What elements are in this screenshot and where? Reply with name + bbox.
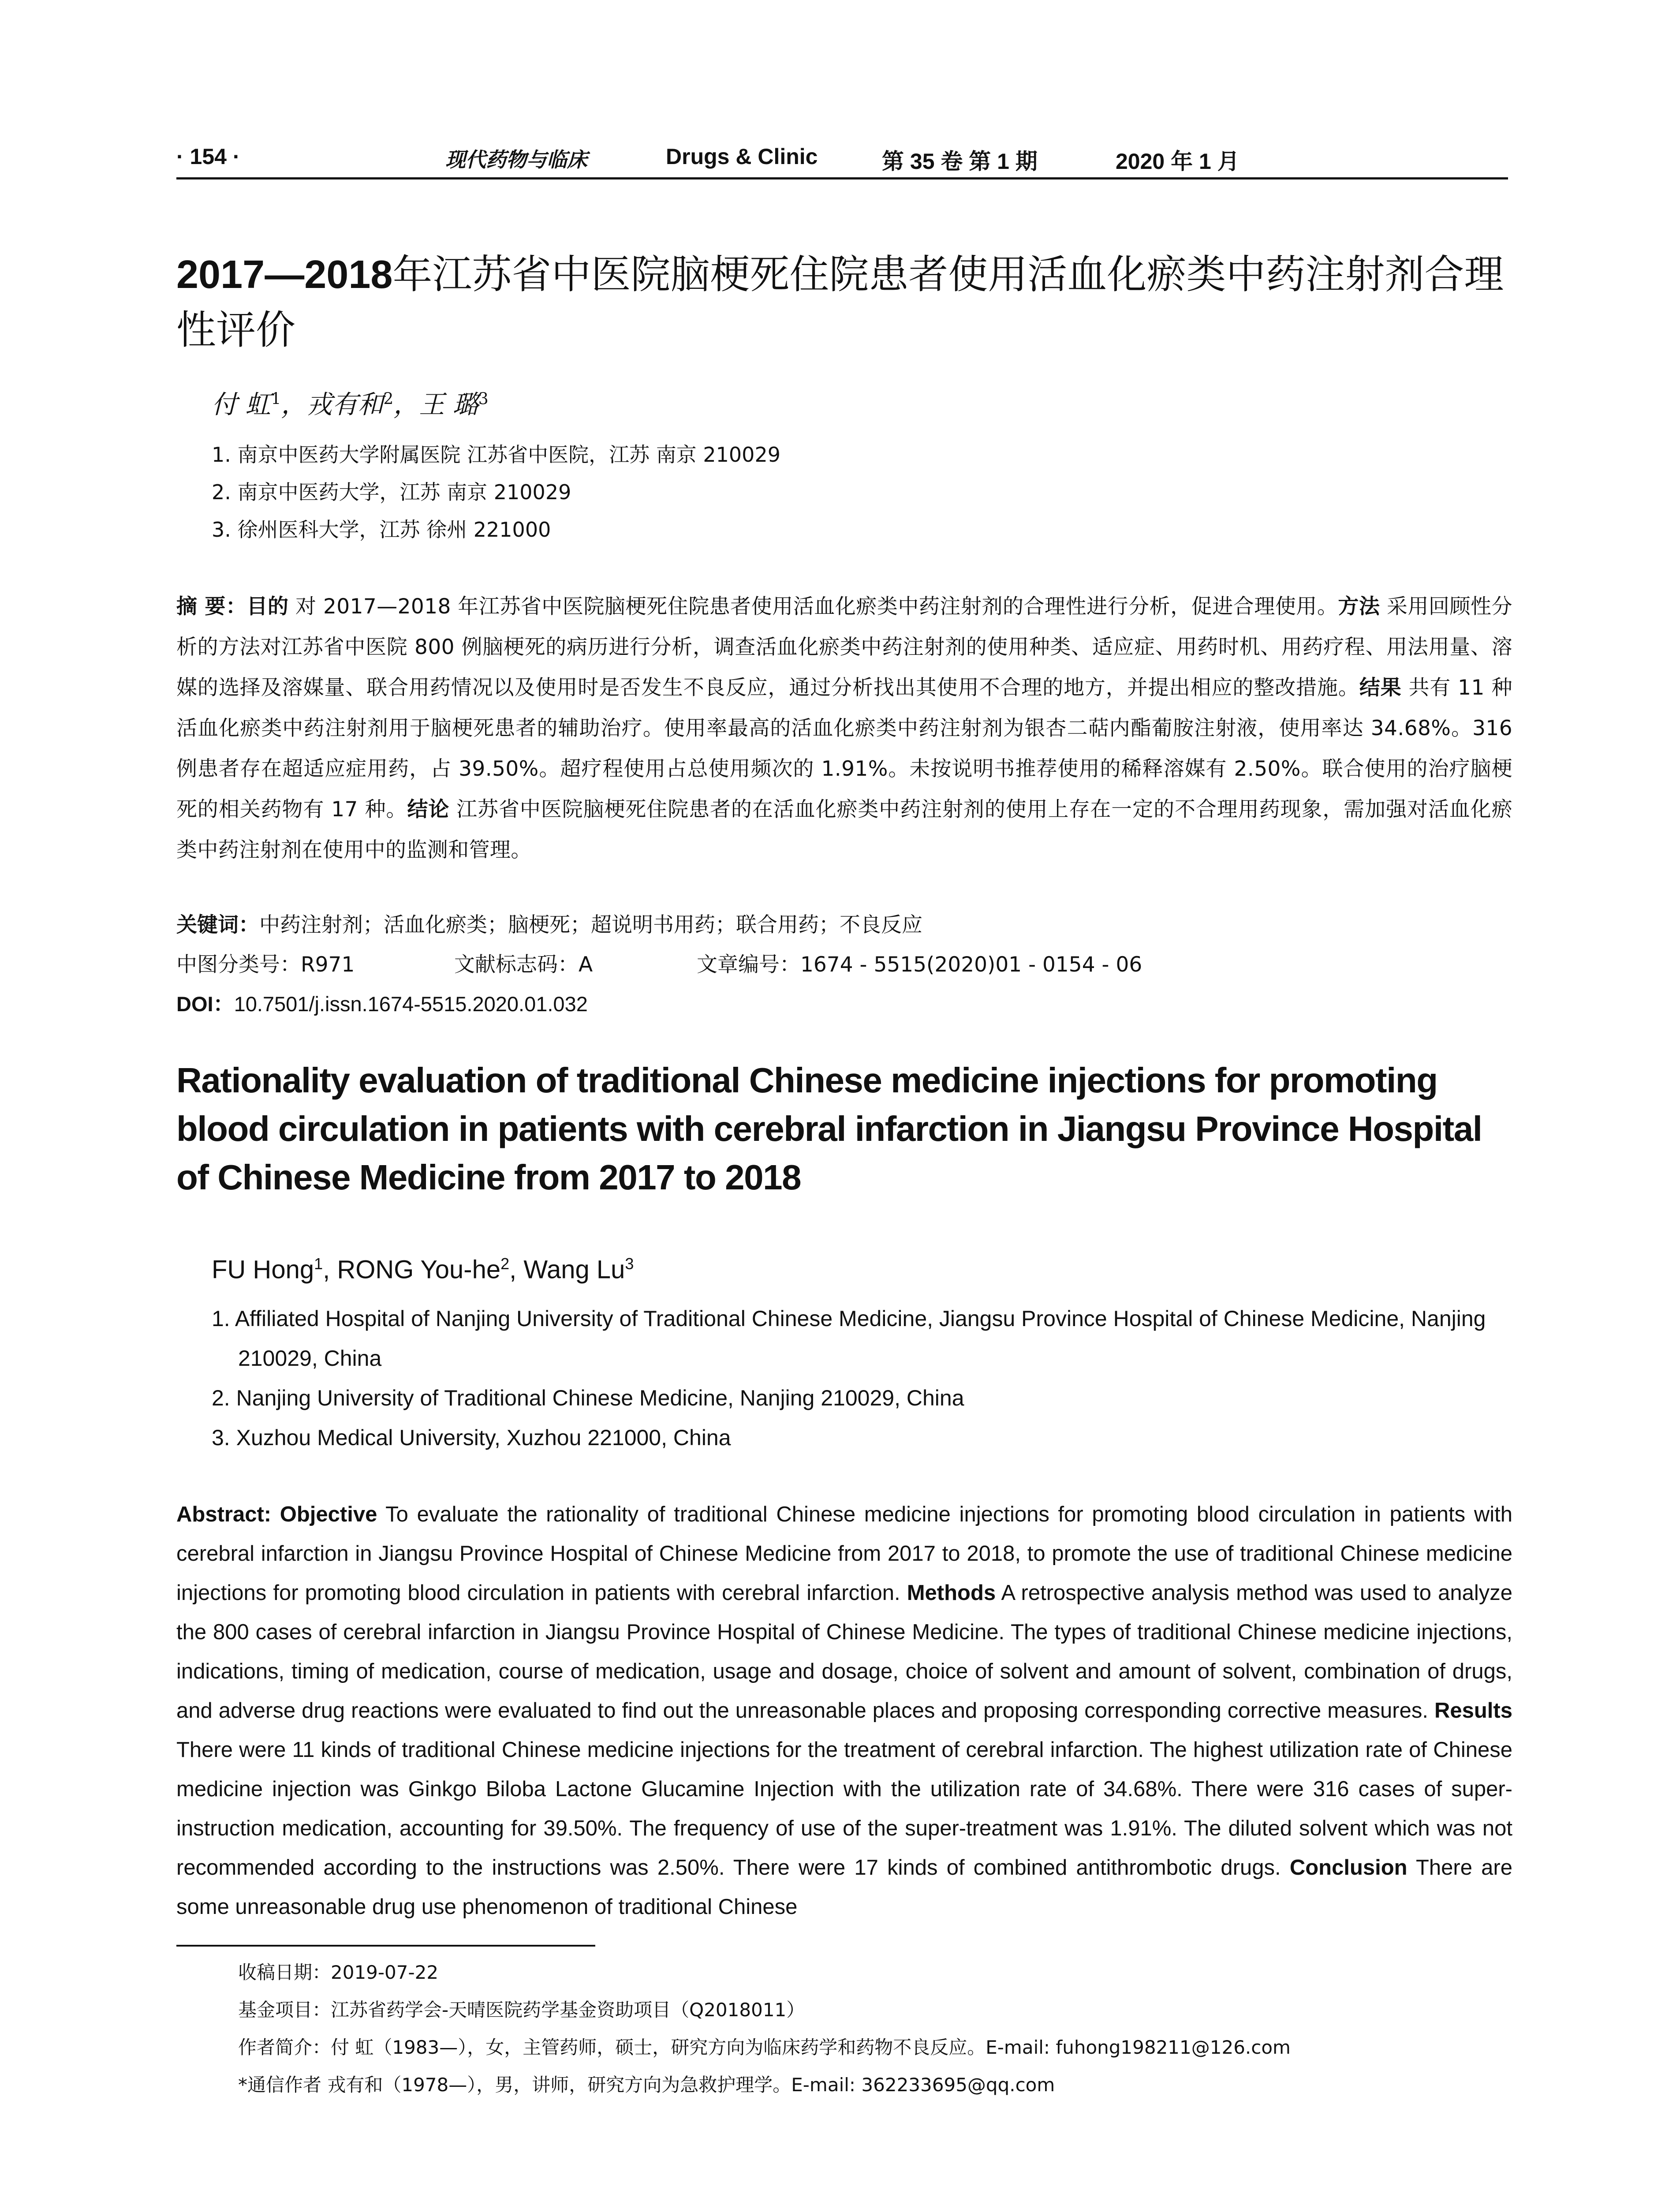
author-separator: ， [281,389,307,419]
chinese-affiliation-3: 3. 徐州医科大学，江苏 徐州 221000 [212,518,551,542]
chinese-title-rest: 年江苏省中医院脑梗死住院患者使用活血化瘀类中药注射剂合理性评价 [176,251,1504,353]
english-affiliation-1: 1. Affiliated Hospital of Nanjing University of Traditional Chinese Medicine, Jiangsu Province Hospital of Chinese Medicine, Nanjing 210029, China [212,1306,1486,1371]
keywords [176,908,922,938]
page-number: · 154 · [176,144,240,169]
methods-text-cn: 采用回顾性分析的方法对江苏省中医院 800 例脑梗死的病历进行分析，调查活血化瘀类中药注射剂的使用种类、适应症、用药时机、用药疗程、用法用量、溶媒的选择及溶媒量、联合用药情况以及使用时是否发生不良反应，通过分析找出其使用不合理的地方，并提出相应的整改措施。 [176,594,1512,700]
results-text-en: There were 11 kinds of traditional Chinese medicine injections for the treatment of cerebral infarction. The highest utilization rate of Chinese medicine injection was Ginkgo Biloba Lactone Glucamine Injection with the utilization rate of 34.68%. There were 316 cases of super-instruction medication, accounting for 39.50%. The frequency of use of the super-treatment was 1.91%. The diluted solvent which was not recommended according to the instructions was 2.50%. There were 17 kinds of combined antithrombotic drugs. [176,1738,1512,1880]
author-separator: , [323,1255,337,1284]
author-2-en-sup: 2 [500,1255,510,1273]
chinese-affiliation-1: 1. 南京中医药大学附属医院 江苏省中医院，江苏 南京 210029 [212,443,780,467]
chinese-affiliation-2: 2. 南京中医药大学，江苏 南京 210029 [212,480,571,504]
volume-issue: 第 35 卷 第 1 期 [882,149,1038,174]
chinese-title [176,247,1521,358]
issue-date: 2020 年 1 月 [1116,149,1239,174]
author-3-en: Wang Lu [523,1255,625,1284]
abstract-label-cn: 摘 要： [176,594,247,619]
conclusion-label-en: Conclusion [1289,1856,1407,1880]
results-label-cn: 结果 [1359,676,1402,700]
running-header [176,140,1508,179]
clc-number: 中图分类号：R971 [176,953,355,977]
objective-text-cn: 对 2017—2018 年江苏省中医院脑梗死住院患者使用活血化瘀类中药注射剂的合理性进行分析，促进合理使用。 [288,594,1338,619]
footnote-funding: 基金项目：江苏省药学会-天晴医院药学基金资助项目（Q2018011） [238,1999,805,2021]
objective-label-cn: 目的 [246,594,289,619]
author-2-cn: 戎有和 [306,389,384,419]
author-1-cn-sup: 1 [271,390,281,408]
author-1-en-sup: 1 [314,1255,323,1273]
results-label-en: Results [1434,1699,1512,1723]
keywords-label: 关键词： [176,913,259,937]
author-2-cn-sup: 2 [383,390,394,408]
author-3-cn-sup: 3 [478,390,489,408]
conclusion-text-en: There are some unreasonable drug use phenomenon of traditional Chinese [176,1856,1512,1919]
doi-label: DOI： [176,992,234,1016]
objective-text-en: To evaluate the rationality of traditional Chinese medicine injections for promoting blood circulation in patients with cerebral infarction in Jiangsu Province Hospital of Chinese Medicine from 2017 to 2018, to promote the use of traditional Chinese medicine injections for promoting blood circulation in patients with cerebral infarction. [176,1502,1512,1605]
methods-label-cn: 方法 [1338,594,1380,619]
english-affiliation-2: 2. Nanjing University of Traditional Chinese Medicine, Nanjing 210029, China [212,1386,964,1410]
footnote-author-bio: 作者简介：付 虹（1983—），女，主管药师，硕士，研究方向为临床药学和药物不良反应。E-mail: fuhong198211@126.com [238,2037,1291,2058]
english-abstract [176,1495,1512,1927]
methods-label-en: Methods [907,1581,996,1605]
journal-name-cn: 现代药物与临床 [445,148,587,172]
english-title: Rationality evaluation of traditional Chinese medicine injections for promoting blood circulation in patients with cerebral infarction in Jiangsu Province Hospital of Chinese Medicine from 2017 to 2018 [176,1061,1482,1197]
results-text-cn: 共有 11 种活血化瘀类中药注射剂用于脑梗死患者的辅助治疗。使用率最高的活血化瘀类中药注射剂为银杏二萜内酯葡胺注射液，使用率达 34.68%。316 例患者存在超适应症用药，占 39.50%。超疗程使用占总使用频次的 1.91%。未按说明书推荐使用的稀释溶媒有 2.50%。联合使用的治疗脑梗死的相关药物有 17 种。 [176,676,1513,822]
author-1-cn: 付 虹 [212,389,271,419]
author-1-en: FU Hong [212,1255,314,1284]
abstract-label-en: Abstract: [176,1502,272,1526]
english-authors [212,1255,634,1284]
footnote-divider [176,1945,595,1947]
english-affiliation-3: 3. Xuzhou Medical University, Xuzhou 221000, China [212,1425,731,1450]
doi [176,988,588,1017]
methods-text-en: A retrospective analysis method was used to analyze the 800 cases of cerebral infarction in Jiangsu Province Hospital of Chinese Medicine. The types of traditional Chinese medicine injections, indications, timing of medication, course of medication, usage and dosage, choice of solvent and amount of solvent, combination of drugs, and adverse drug reactions were evaluated to find out the unreasonable places and proposing corresponding corrective measures. [176,1581,1512,1723]
footnote-received-date: 收稿日期：2019-07-22 [238,1962,439,1983]
author-3-cn: 王 璐 [419,389,478,419]
journal-name-en: Drugs & Clinic [666,144,818,169]
doi-value: 10.7501/j.issn.1674-5515.2020.01.032 [234,992,588,1016]
author-3-en-sup: 3 [625,1255,634,1273]
article-number: 文章编号：1674 - 5515(2020)01 - 0154 - 06 [697,953,1142,977]
footnote-corresponding-author: *通信作者 戎有和（1978—），男，讲师，研究方向为急救护理学。E-mail: 362233695@qq.com [238,2074,1055,2096]
conclusion-label-cn: 结论 [407,797,450,822]
author-separator: ， [393,389,419,419]
author-2-en: RONG You-he [337,1255,501,1284]
conclusion-text-cn: 江苏省中医院脑梗死住院患者的在活血化瘀类中药注射剂的使用上存在一定的不合理用药现象，需加强对活血化瘀类中药注射剂在使用中的监测和管理。 [176,797,1512,862]
chinese-abstract [176,587,1512,871]
keywords-value: 中药注射剂；活血化瘀类；脑梗死；超说明书用药；联合用药；不良反应 [259,913,922,937]
chinese-authors [212,384,489,421]
author-separator: , [509,1255,524,1284]
chinese-title-years: 2017—2018 [176,253,393,297]
objective-label-en: Objective [280,1502,377,1526]
document-code: 文献标志码：A [454,953,593,977]
